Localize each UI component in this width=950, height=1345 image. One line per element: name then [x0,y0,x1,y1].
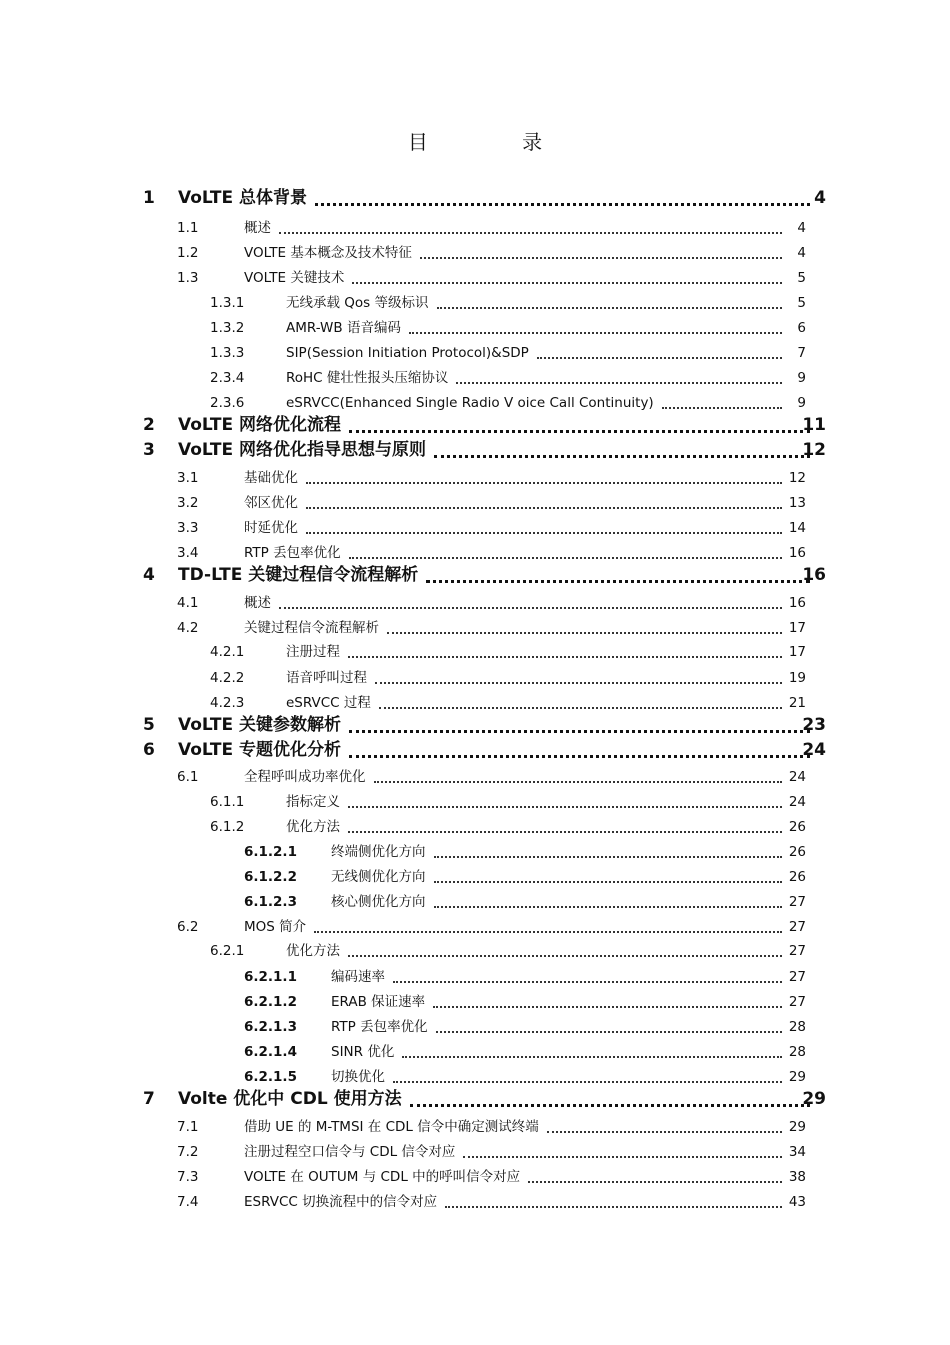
toc-entry[interactable] [0,241,950,263]
toc-entry[interactable] [0,1065,950,1087]
toc-entry-page: 26 [788,844,806,860]
toc-entry-label[interactable]: ERAB 保证速率 [331,994,426,1010]
toc-entry-number: 3.1 [177,470,199,486]
toc-entry[interactable] [0,990,950,1012]
toc-entry-page: 14 [788,520,806,536]
toc-entry-number: 4.2 [177,620,199,636]
toc-leader-dots [349,730,810,733]
toc-entry[interactable] [0,415,950,437]
toc-entry[interactable] [0,1115,950,1137]
toc-entry-label[interactable]: VoLTE 网络优化流程 [178,415,342,435]
toc-entry-label[interactable]: 编码速率 [331,969,385,985]
toc-entry-label[interactable]: 借助 UE 的 M-TMSI 在 CDL 信令中确定测试终端 [244,1119,539,1135]
toc-entry-number: 6 [143,740,155,760]
toc-entry[interactable] [0,666,950,688]
toc-entry-page: 5 [797,295,806,311]
toc-entry-page: 27 [788,943,806,959]
toc-entry-number: 1.3 [177,270,199,286]
toc-entry[interactable] [0,740,950,762]
toc-leader-dots [348,955,782,957]
toc-entry[interactable] [0,691,950,713]
toc-leader-dots [314,931,782,933]
toc-leader-dots [349,430,810,433]
toc-entry-label[interactable]: VOLTE 基本概念及技术特征 [244,245,412,261]
toc-entry-label[interactable]: 注册过程空口信令与 CDL 信令对应 [244,1144,456,1160]
toc-leader-dots [463,1156,782,1158]
toc-entry-label[interactable]: Volte 优化中 CDL 使用方法 [178,1089,402,1109]
toc-entry[interactable] [0,541,950,563]
toc-entry-number: 6.2.1.2 [244,994,297,1010]
toc-entry-page: 16 [788,595,806,611]
toc-entry-label[interactable]: TD-LTE 关键过程信令流程解析 [178,565,419,585]
toc-entry-label[interactable]: RTP 丢包率优化 [244,545,341,561]
toc-entry[interactable] [0,591,950,613]
toc-entry-number: 6.2.1.3 [244,1019,297,1035]
toc-entry[interactable] [0,865,950,887]
toc-entry-label[interactable]: 全程呼叫成功率优化 [244,769,366,785]
toc-entry-number: 1.3.3 [210,345,245,361]
toc-entry-number: 7 [143,1089,155,1109]
toc-entry-number: 2.3.4 [210,370,245,386]
toc-entry-page: 4 [797,220,806,236]
toc-leader-dots [393,981,782,983]
toc-entry-number: 3.2 [177,495,199,511]
toc-entry-label[interactable]: 无线承载 Qos 等级标识 [286,295,429,311]
toc-entry-number: 6.2.1.5 [244,1069,297,1085]
toc-entry-number: 6.1.2 [210,819,245,835]
toc-entry-label[interactable]: RTP 丢包率优化 [331,1019,428,1035]
toc-leader-dots [410,1104,810,1107]
toc-entry-number: 2 [143,415,155,435]
toc-entry[interactable] [0,939,950,961]
toc-entry-page: 23 [802,715,826,735]
toc-leader-dots [433,1006,782,1008]
toc-entry-page: 27 [788,994,806,1010]
toc-entry-number: 6.1.2.1 [244,844,297,860]
toc-entry[interactable] [0,616,950,638]
toc-entry-label[interactable]: 基础优化 [244,470,298,486]
toc-leader-dots [436,1031,782,1033]
toc-entry-label[interactable]: RoHC 健壮性报头压缩协议 [286,370,449,386]
toc-entry[interactable] [0,565,950,587]
toc-entry-page: 17 [788,620,806,636]
toc-leader-dots [387,632,782,634]
toc-entry-label[interactable]: SINR 优化 [331,1044,395,1060]
toc-leader-dots [306,507,782,509]
toc-leader-dots [420,257,782,259]
toc-entry-number: 4.1 [177,595,199,611]
toc-entry-number: 5 [143,715,155,735]
toc-leader-dots [434,455,810,458]
toc-entry-number: 6.2.1 [210,943,245,959]
toc-entry-number: 6.2 [177,919,199,935]
toc-entry-page: 43 [788,1194,806,1210]
toc-entry-page: 26 [788,819,806,835]
toc-entry[interactable] [0,266,950,288]
toc-entry-page: 24 [802,740,826,760]
toc-entry-number: 3 [143,440,155,460]
toc-entry-number: 4.2.3 [210,695,245,711]
toc-leader-dots [279,232,782,234]
toc-entry[interactable] [0,516,950,538]
toc-entry-label[interactable]: ESRVCC 切换流程中的信令对应 [244,1194,438,1210]
toc-entry-page: 12 [788,470,806,486]
toc-entry-label[interactable]: VoLTE 专题优化分析 [178,740,342,760]
toc-leader-dots [375,682,782,684]
toc-leader-dots [279,607,782,609]
toc-leader-dots [352,282,782,284]
toc-entry-page: 24 [788,769,806,785]
toc-entry-page: 28 [788,1019,806,1035]
toc-entry[interactable] [0,1040,950,1062]
toc-entry-label[interactable]: 时延优化 [244,520,298,536]
toc-leader-dots [434,906,783,908]
toc-leader-dots [434,856,783,858]
toc-entry[interactable] [0,715,950,737]
toc-entry[interactable] [0,840,950,862]
toc-entry-label[interactable]: VoLTE 网络优化指导思想与原则 [178,440,427,460]
toc-entry[interactable] [0,391,950,413]
toc-entry[interactable] [0,440,950,462]
toc-entry-page: 9 [797,370,806,386]
toc-entry-label[interactable]: 语音呼叫过程 [286,670,367,686]
toc-entry-label[interactable]: 概述 [244,595,271,611]
toc-leader-dots [426,580,810,583]
toc-entry-label[interactable]: 邻区优化 [244,495,298,511]
toc-entry[interactable] [0,491,950,513]
toc-entry[interactable] [0,366,950,388]
toc-entry-label[interactable]: VoLTE 关键参数解析 [178,715,342,735]
toc-entry-label[interactable]: AMR-WB 语音编码 [286,320,401,336]
toc-leader-dots [528,1181,782,1183]
toc-entry-page: 34 [788,1144,806,1160]
toc-leader-dots [348,806,782,808]
toc-entry-page: 27 [788,969,806,985]
toc-entry[interactable] [0,216,950,238]
toc-entry-label[interactable]: 终端侧优化方向 [331,844,426,860]
toc-entry-number: 3.3 [177,520,199,536]
toc-entry-page: 29 [788,1119,806,1135]
toc-entry-page: 17 [788,644,806,660]
toc-entry[interactable] [0,915,950,937]
toc-entry-label[interactable]: 优化方法 [286,819,340,835]
toc-leader-dots [379,707,782,709]
toc-entry[interactable] [0,765,950,787]
toc-leader-dots [537,357,782,359]
toc-entry[interactable] [0,1165,950,1187]
toc-entry-number: 6.1 [177,769,199,785]
toc-entry[interactable] [0,341,950,363]
toc-entry-label[interactable]: eSRVCC 过程 [286,695,371,711]
toc-entry-number: 4.2.2 [210,670,245,686]
toc-entry-page: 9 [797,395,806,411]
toc-leader-dots [445,1206,782,1208]
toc-entry[interactable] [0,640,950,662]
toc-entry-page: 27 [788,919,806,935]
toc-entry-label[interactable]: 关键过程信令流程解析 [244,620,379,636]
toc-leader-dots [437,307,782,309]
toc-leader-dots [402,1056,782,1058]
toc-entry-number: 1.3.1 [210,295,245,311]
toc-entry-number: 6.1.1 [210,794,245,810]
toc-entry-number: 6.1.2.3 [244,894,297,910]
toc-leader-dots [349,755,810,758]
toc-entry[interactable] [0,815,950,837]
toc-entry-label[interactable]: VOLTE 在 OUTUM 与 CDL 中的呼叫信令对应 [244,1169,521,1185]
toc-entry-page: 24 [788,794,806,810]
toc-entry-label[interactable]: 指标定义 [286,794,340,810]
toc-entry-label[interactable]: 注册过程 [286,644,340,660]
toc-entry-number: 6.2.1.1 [244,969,297,985]
toc-entry-label[interactable]: 切换优化 [331,1069,385,1085]
toc-entry-page: 7 [797,345,806,361]
toc-entry-page: 6 [797,320,806,336]
toc-leader-dots [306,482,782,484]
toc-entry-page: 28 [788,1044,806,1060]
toc-entry-label[interactable]: 无线侧优化方向 [331,869,426,885]
toc-entry[interactable] [0,790,950,812]
toc-entry-number: 1 [143,188,155,208]
toc-leader-dots [662,407,782,409]
toc-entry-page: 4 [814,188,826,208]
toc-entry[interactable] [0,1089,950,1111]
toc-entry-page: 11 [802,415,826,435]
toc-leader-dots [315,203,810,206]
toc-entry-page: 29 [788,1069,806,1085]
toc-entry-page: 12 [802,440,826,460]
toc-entry[interactable] [0,965,950,987]
toc-entry-page: 38 [788,1169,806,1185]
toc-entry-number: 4 [143,565,155,585]
toc-entry[interactable] [0,188,950,210]
toc-entry-page: 29 [802,1089,826,1109]
toc-leader-dots [348,831,782,833]
toc-entry-number: 1.2 [177,245,199,261]
toc-leader-dots [348,656,782,658]
toc-leader-dots [349,557,782,559]
toc-entry-page: 4 [797,245,806,261]
toc-entry-page: 26 [788,869,806,885]
toc-entry[interactable] [0,1015,950,1037]
toc-entry[interactable] [0,466,950,488]
toc-leader-dots [456,382,782,384]
toc-entry-label[interactable]: SIP(Session Initiation Protocol)&SDP [286,345,529,361]
toc-entry-number: 7.1 [177,1119,199,1135]
toc-entry-number: 7.3 [177,1169,199,1185]
toc-entry-page: 5 [797,270,806,286]
toc-entry-number: 1.3.2 [210,320,245,336]
toc-leader-dots [393,1081,782,1083]
toc-entry-number: 6.1.2.2 [244,869,297,885]
toc-entry-number: 6.2.1.4 [244,1044,297,1060]
toc-entry[interactable] [0,316,950,338]
toc-leader-dots [547,1131,782,1133]
toc-entry-number: 1.1 [177,220,199,236]
toc-entry-page: 16 [788,545,806,561]
toc-entry-label[interactable]: 核心侧优化方向 [331,894,426,910]
toc-leader-dots [434,881,783,883]
toc-title: 目 录 [407,130,587,154]
toc-entry[interactable] [0,1140,950,1162]
toc-entry[interactable] [0,1190,950,1212]
toc-leader-dots [306,532,782,534]
toc-entry-label[interactable]: VoLTE 总体背景 [178,188,308,208]
toc-entry-label[interactable]: 概述 [244,220,271,236]
toc-entry-page: 21 [788,695,806,711]
toc-entry-label[interactable]: MOS 简介 [244,919,307,935]
toc-entry-number: 2.3.6 [210,395,245,411]
toc-entry-number: 7.2 [177,1144,199,1160]
toc-entry-page: 27 [788,894,806,910]
toc-entry[interactable] [0,890,950,912]
toc-leader-dots [409,332,782,334]
toc-entry-page: 16 [802,565,826,585]
toc-entry-label[interactable]: 优化方法 [286,943,340,959]
toc-leader-dots [374,781,783,783]
toc-entry-label[interactable]: VOLTE 关键技术 [244,270,345,286]
toc-entry-page: 13 [788,495,806,511]
toc-entry-label[interactable]: eSRVCC(Enhanced Single Radio V oice Call Continuity) [286,395,654,411]
toc-entry[interactable] [0,291,950,313]
toc-entry-number: 7.4 [177,1194,199,1210]
toc-entry-page: 19 [788,670,806,686]
toc-entry-number: 4.2.1 [210,644,245,660]
toc-entry-number: 3.4 [177,545,199,561]
